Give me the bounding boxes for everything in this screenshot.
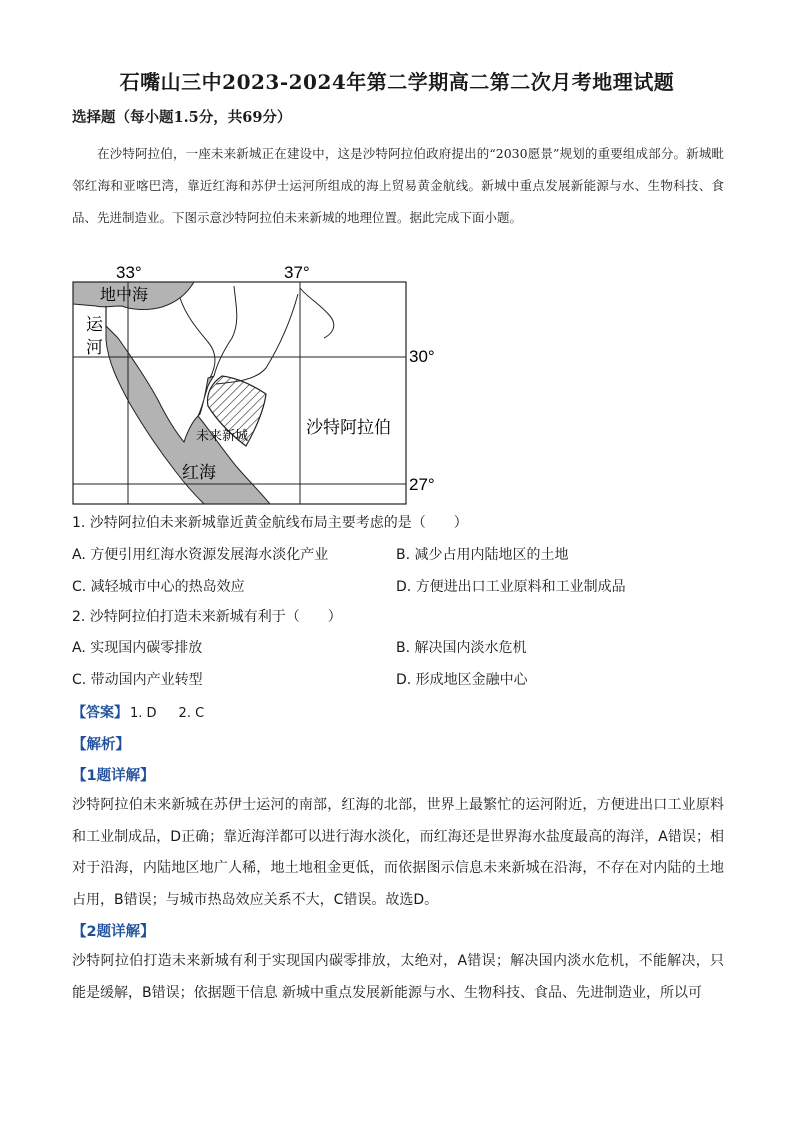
q2-option-c: C. 带动国内产业转型 xyxy=(72,672,203,688)
lon-label-37: 37° xyxy=(284,263,310,282)
label-canal-1: 运 xyxy=(86,315,103,335)
label-saudi-arabia: 沙特阿拉伯 xyxy=(306,418,391,438)
answer-tag: 【答案】 xyxy=(72,705,128,721)
intro-paragraph: 在沙特阿拉伯，一座未来新城正在建设中，这是沙特阿拉伯政府提出的“2030愿景”规划的重要组成部分。新城毗邻红海和亚喀巴湾，靠近红海和苏伊士运河所组成的海上贸易黄金航线。新城中重点发展新能源与水、生物科技、食品、先进制造业。下图示意沙特阿拉伯未来新城的地理位置。据此完成下面小题。 xyxy=(72,146,724,225)
answer-2: 2. C xyxy=(178,706,205,721)
location-map xyxy=(70,258,435,508)
answer-1: 1. D xyxy=(130,706,157,721)
q2-option-b: B. 解决国内淡水危机 xyxy=(396,640,527,656)
border-saudi xyxy=(216,294,298,384)
question-1-stem: 1. 沙特阿拉伯未来新城靠近黄金航线布局主要考虑的是（ ） xyxy=(72,515,468,531)
detail-2-tag: 【2题详解】 xyxy=(72,924,155,940)
q1-option-a: A. 方便引用红海水资源发展海水淡化产业 xyxy=(72,547,329,563)
question-2-stem: 2. 沙特阿拉伯打造未来新城有利于（ ） xyxy=(72,609,342,625)
section-header: 选择题（每小题1.5分，共69分） xyxy=(72,109,292,126)
sinai-line-1 xyxy=(180,298,215,378)
border-jordan xyxy=(300,288,334,338)
q1-option-b: B. 减少占用内陆地区的土地 xyxy=(396,547,569,563)
analysis-tag: 【解析】 xyxy=(72,737,130,753)
q2-option-d: D. 形成地区金融中心 xyxy=(396,672,528,688)
detail-1-text: 沙特阿拉伯未来新城在苏伊士运河的南部，红海的北部，世界上最繁忙的运河附近，方便进出口工业原料和工业制成品，D正确；靠近海洋都可以进行海水淡化，而红海还是世界海水盐度最高的海洋，A错误；相对于沿海，内陆地区地广人稀，地土地租金更低，而依据图示信息未来新城在沿海，不存在对内陆的土地占用，B错误；与城市热岛效应关系不大，C错误。故选D。 xyxy=(72,797,724,908)
sinai-line-2 xyxy=(214,286,237,376)
label-red-sea: 红海 xyxy=(182,463,216,483)
lon-label-33: 33° xyxy=(116,263,142,282)
q2-option-a: A. 实现国内碳零排放 xyxy=(72,640,203,656)
page-title: 石嘴山三中2023-2024年第二学期高二第二次月考地理试题 xyxy=(119,70,675,94)
q1-option-c: C. 减轻城市中心的热岛效应 xyxy=(72,579,245,595)
lat-label-27: 27° xyxy=(409,475,435,494)
label-mediterranean: 地中海 xyxy=(100,285,149,304)
label-future-city: 未来新城 xyxy=(196,429,249,444)
detail-2-text: 沙特阿拉伯打造未来新城有利于实现国内碳零排放，太绝对，A错误；解决国内淡水危机，不能解决，只能是缓解，B错误；依据题干信息 新城中重点发展新能源与水、生物科技、食品、先进制造业，所以可 xyxy=(72,953,724,1001)
lat-label-30: 30° xyxy=(409,347,435,366)
detail-1-tag: 【1题详解】 xyxy=(72,768,155,784)
answer-line xyxy=(72,702,204,722)
q1-option-d: D. 方便进出口工业原料和工业制成品 xyxy=(396,579,626,595)
label-canal-2: 河 xyxy=(86,338,103,358)
